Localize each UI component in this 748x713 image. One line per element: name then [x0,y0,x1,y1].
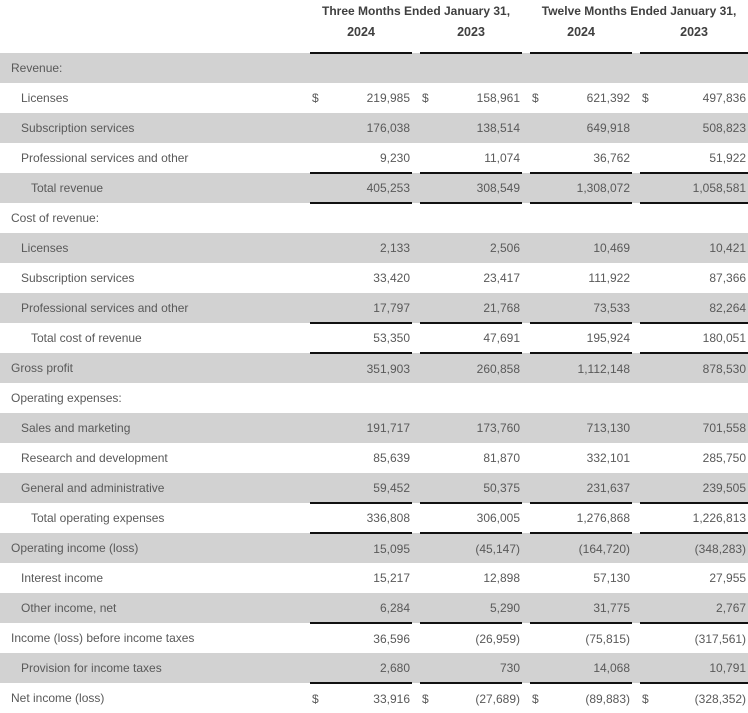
row-label: General and administrative [0,473,310,503]
cell-value: 176,038 [366,121,410,135]
column-gap [412,683,420,713]
header-gap [632,22,640,53]
dollar-sign: $ [422,91,429,105]
column-gap [412,563,420,593]
value-cell [420,293,522,323]
cell-value: 85,639 [373,451,410,465]
table-row [0,353,748,383]
value-cell [530,203,632,233]
table-row [0,233,748,263]
row-label: Total operating expenses [31,511,165,525]
dollar-sign: $ [422,691,429,706]
value-cell [310,233,412,263]
value-cell [640,383,748,413]
value-cell [530,173,632,203]
column-gap [412,383,420,413]
cell-value: 11,074 [484,150,521,165]
column-gap [522,383,530,413]
cell-value: 36,762 [593,150,631,165]
cell-value: 336,808 [366,511,410,525]
year-header: 2024 [310,22,412,53]
cell-value: 81,870 [483,451,521,465]
value-cell [640,533,748,563]
cell-value: 27,955 [709,571,747,585]
cell-value: 14,068 [593,660,631,675]
cell-value: 239,505 [702,480,747,495]
header-spacer [0,22,310,53]
column-gap [632,533,640,563]
cell-value: 173,760 [476,421,521,435]
column-gap [522,413,530,443]
value-cell [530,53,632,83]
table-row [0,533,748,563]
cell-value: 2,680 [379,660,410,675]
value-cell [420,353,522,383]
column-gap [522,683,530,713]
table-row [0,413,748,443]
value-cell [530,503,632,533]
column-gap [632,323,640,353]
value-cell [530,473,632,503]
column-gap [632,113,640,143]
column-gap [632,263,640,293]
period-group-header-twelve-months: Twelve Months Ended January 31, [541,4,737,18]
cell-value: 59,452 [373,480,410,495]
row-label: Cost of revenue: [11,211,100,225]
table-row [0,443,748,473]
cell-value: 31,775 [593,600,631,615]
value-cell [530,443,632,473]
value-cell [530,143,632,173]
value-cell [530,593,632,623]
value-cell [420,83,522,113]
cell-value: 33,916 [373,691,410,706]
column-gap [412,233,420,263]
cell-value: 21,768 [483,300,521,315]
value-cell [310,173,412,203]
value-cell [640,143,748,173]
value-cell [310,413,412,443]
column-gap [522,293,530,323]
value-cell [310,203,412,233]
value-cell [310,83,412,113]
cell-value: 497,836 [702,91,747,105]
column-gap [632,503,640,533]
value-cell [420,383,522,413]
column-gap [632,563,640,593]
cell-value: 306,005 [476,511,521,525]
table-row [0,473,748,503]
value-cell [310,443,412,473]
column-gap [632,203,640,233]
column-gap [632,173,640,203]
column-gap [522,503,530,533]
cell-value: 10,469 [593,241,631,255]
value-cell [530,533,632,563]
row-label: Other income, net [0,593,310,623]
cell-value: 2,133 [379,241,410,255]
table-row [0,203,748,233]
cell-value: 260,858 [476,361,521,376]
column-gap [632,473,640,503]
column-gap [522,443,530,473]
column-gap [632,143,640,173]
value-cell [530,353,632,383]
table-body [0,53,748,713]
row-label: Operating expenses: [11,391,122,405]
value-cell [640,263,748,293]
value-cell [310,293,412,323]
year-header: 2023 [640,22,748,53]
value-cell [310,263,412,293]
column-gap [522,203,530,233]
table-row [0,683,748,713]
column-gap [412,173,420,203]
cell-value: 405,253 [366,181,410,195]
value-cell [420,623,522,653]
cell-value: 713,130 [586,421,631,435]
cell-value: 1,308,072 [576,181,631,195]
value-cell [310,503,412,533]
cell-value: 1,112,148 [577,361,631,376]
table-row [0,503,748,533]
row-label: Revenue: [0,53,310,83]
cell-value: 508,823 [702,121,747,135]
cell-value: 33,420 [373,271,410,285]
cell-value: (26,959) [475,631,521,646]
row-label: Income (loss) before income taxes [11,631,195,645]
cell-value: 10,791 [709,660,747,675]
cell-value: 308,549 [476,181,521,195]
value-cell [640,353,748,383]
value-cell [310,683,412,713]
column-gap [522,653,530,683]
value-cell [420,53,522,83]
row-label: Professional services and other [21,151,189,165]
column-gap [412,533,420,563]
value-cell [640,233,748,263]
column-gap [412,113,420,143]
column-gap [522,113,530,143]
cell-value: 219,985 [366,91,410,105]
value-cell [640,443,748,473]
cell-value: 36,596 [373,631,410,646]
cell-value: 17,797 [373,300,410,315]
cell-value: 10,421 [709,241,747,255]
cell-value: 195,924 [586,331,631,345]
year-header-row [0,22,748,53]
cell-value: 2,506 [490,241,521,255]
row-label: Sales and marketing [0,413,310,443]
cell-value: 15,095 [373,541,410,556]
column-gap [412,353,420,383]
value-cell [420,233,522,263]
value-cell [310,593,412,623]
column-gap [522,83,530,113]
cell-value: 51,922 [709,150,747,165]
value-cell [420,173,522,203]
column-gap [522,473,530,503]
column-gap [522,143,530,173]
value-cell [640,683,748,713]
cell-value: 180,051 [702,331,747,345]
column-gap [632,353,640,383]
column-gap [412,623,420,653]
cell-value: 649,918 [586,121,631,135]
column-gap [412,53,420,83]
cell-value: 73,533 [593,300,631,315]
column-gap [412,593,420,623]
value-cell [640,653,748,683]
value-cell [420,143,522,173]
table-row [0,143,748,173]
header-spacer [0,0,310,22]
table-row [0,653,748,683]
dollar-sign: $ [642,91,649,105]
cell-value: 15,217 [373,571,410,585]
column-gap [522,353,530,383]
cell-value: 23,417 [483,271,521,285]
value-cell [420,473,522,503]
column-gap [632,623,640,653]
table-row [0,293,748,323]
cell-value: 878,530 [702,361,747,376]
value-cell [640,473,748,503]
column-gap [522,263,530,293]
period-header-row [0,0,748,22]
column-gap [632,413,640,443]
cell-value: 53,350 [373,331,410,345]
cell-value: (328,352) [694,691,747,706]
column-gap [522,533,530,563]
cell-value: 5,290 [490,600,521,615]
column-gap [522,53,530,83]
value-cell [420,503,522,533]
column-gap [632,293,640,323]
value-cell [530,413,632,443]
cell-value: 82,264 [709,300,747,315]
row-label: Professional services and other [0,293,310,323]
header-gap [522,22,530,53]
cell-value: 9,230 [379,150,410,165]
column-gap [522,593,530,623]
column-gap [522,623,530,653]
cell-value: 47,691 [483,331,521,345]
cell-value: (89,883) [585,691,631,706]
value-cell [640,413,748,443]
column-gap [412,443,420,473]
value-cell [530,113,632,143]
table-row [0,83,748,113]
cell-value: 138,514 [476,121,521,135]
cell-value: 57,130 [593,571,631,585]
value-cell [640,563,748,593]
row-label: Total cost of revenue [31,331,142,345]
row-label: Licenses [21,91,69,105]
column-gap [632,443,640,473]
column-gap [632,53,640,83]
value-cell [640,203,748,233]
row-label: Net income (loss) [11,691,105,705]
value-cell [310,533,412,563]
row-label: Subscription services [0,113,310,143]
table-row [0,593,748,623]
table-row [0,563,748,593]
value-cell [420,443,522,473]
value-cell [530,83,632,113]
row-label: Total revenue [0,173,310,203]
value-cell [310,563,412,593]
cell-value: 730 [500,660,521,675]
row-label: Operating income (loss) [0,533,310,563]
value-cell [310,473,412,503]
table-row [0,623,748,653]
table-row [0,113,748,143]
column-gap [412,323,420,353]
column-gap [632,683,640,713]
column-gap [632,653,640,683]
value-cell [640,593,748,623]
value-cell [640,83,748,113]
column-gap [412,83,420,113]
value-cell [310,53,412,83]
value-cell [310,323,412,353]
value-cell [530,683,632,713]
row-label: Research and development [21,451,168,465]
value-cell [640,623,748,653]
cell-value: 332,101 [586,451,631,465]
row-label: Licenses [0,233,310,263]
value-cell [640,503,748,533]
cell-value: 621,392 [586,91,631,105]
value-cell [420,263,522,293]
cell-value: 701,558 [702,421,747,435]
value-cell [530,233,632,263]
column-gap [522,233,530,263]
column-gap [632,83,640,113]
cell-value: 1,276,868 [576,511,631,525]
cell-value: 1,058,581 [692,181,747,195]
column-gap [412,413,420,443]
value-cell [640,323,748,353]
value-cell [420,683,522,713]
cell-value: 50,375 [483,480,521,495]
table-header [0,0,748,53]
cell-value: (27,689) [475,691,521,706]
column-gap [522,173,530,203]
row-label: Interest income [21,571,104,585]
value-cell [640,113,748,143]
cell-value: (348,283) [694,541,747,556]
value-cell [310,383,412,413]
cell-value: 285,750 [702,451,747,465]
value-cell [420,593,522,623]
year-header: 2024 [530,22,632,53]
value-cell [310,113,412,143]
dollar-sign: $ [532,691,539,706]
column-gap [412,293,420,323]
cell-value: 12,898 [483,571,521,585]
value-cell [420,323,522,353]
column-gap [412,263,420,293]
row-label: Provision for income taxes [0,653,310,683]
cell-value: 191,717 [366,421,410,435]
header-gap [412,22,420,53]
value-cell [310,353,412,383]
cell-value: (45,147) [475,541,521,556]
column-gap [412,143,420,173]
cell-value: 351,903 [366,361,410,376]
cell-value: 1,226,813 [692,511,747,525]
row-label: Gross profit [0,353,310,383]
value-cell [530,623,632,653]
cell-value: (164,720) [578,541,631,556]
period-group-header-three-months: Three Months Ended January 31, [321,4,511,18]
column-gap [522,563,530,593]
value-cell [310,143,412,173]
cell-value: 111,922 [588,271,631,285]
dollar-sign: $ [312,691,319,706]
cell-value: 2,767 [716,600,747,615]
column-gap [412,473,420,503]
row-label: Subscription services [21,271,135,285]
value-cell [530,563,632,593]
value-cell [640,53,748,83]
table-row [0,323,748,353]
table-row [0,53,748,83]
value-cell [420,653,522,683]
column-gap [412,503,420,533]
value-cell [530,383,632,413]
value-cell [420,413,522,443]
value-cell [530,323,632,353]
dollar-sign: $ [642,691,649,706]
year-header: 2023 [420,22,522,53]
cell-value: 231,637 [586,480,631,495]
value-cell [640,293,748,323]
cell-value: 87,366 [709,271,747,285]
cell-value: 158,961 [476,91,521,105]
value-cell [530,263,632,293]
value-cell [420,563,522,593]
column-gap [522,323,530,353]
cell-value: (317,561) [694,631,747,646]
column-gap [412,203,420,233]
column-gap [632,383,640,413]
value-cell [420,113,522,143]
value-cell [530,653,632,683]
column-gap [632,233,640,263]
column-gap [632,593,640,623]
table-row [0,173,748,203]
dollar-sign: $ [532,91,539,105]
value-cell [420,533,522,563]
table-row [0,263,748,293]
value-cell [310,623,412,653]
value-cell [530,293,632,323]
column-gap [412,653,420,683]
header-gap [522,0,530,22]
cell-value: (75,815) [585,631,631,646]
value-cell [420,203,522,233]
value-cell [310,653,412,683]
cell-value: 6,284 [379,600,410,615]
dollar-sign: $ [312,91,319,105]
table-row [0,383,748,413]
value-cell [640,173,748,203]
